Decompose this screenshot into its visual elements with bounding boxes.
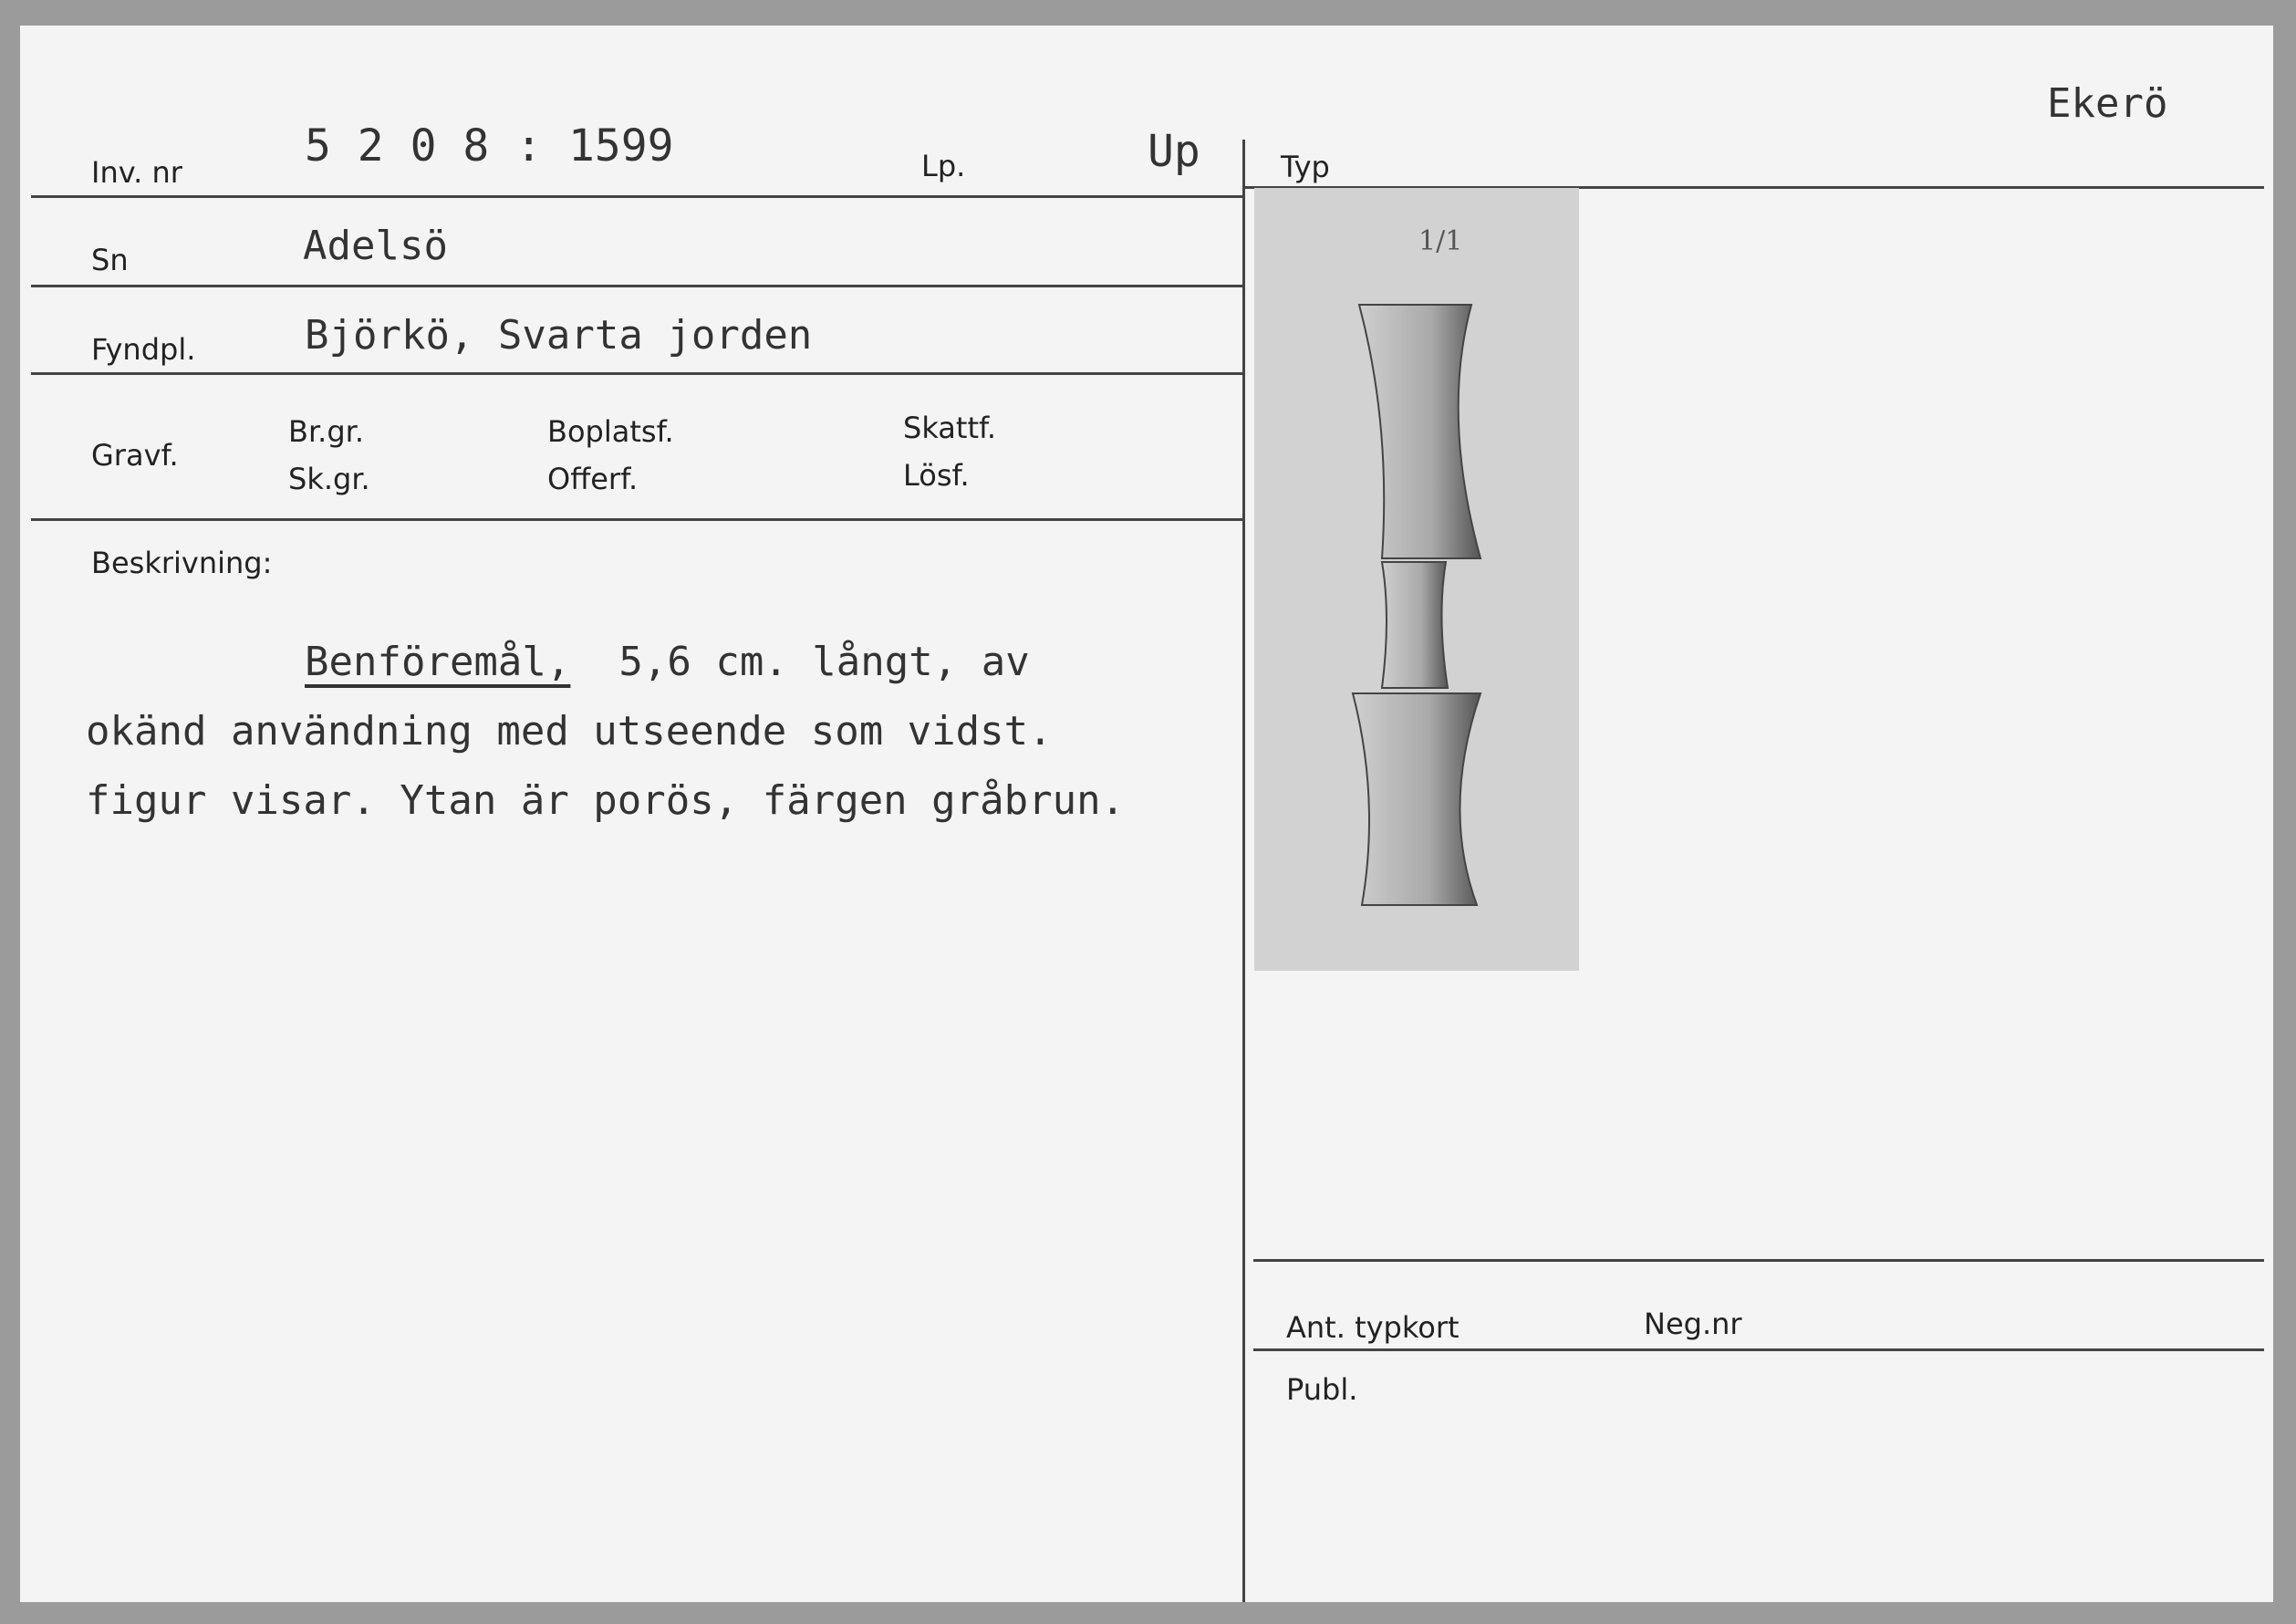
fyndpl-label: Fyndpl. (91, 332, 196, 367)
vertical-divider (1242, 140, 1245, 1602)
region-value: Ekerö (2047, 80, 2168, 127)
typ-label: Typ (1281, 150, 1330, 184)
description-line3: figur visar. Ytan är porös, färgen gråbrun. (86, 777, 1126, 824)
segment-bottom (1353, 693, 1480, 905)
description-line2: okänd användning med utseende som vidst. (86, 708, 1053, 755)
negnr-label: Neg.nr (1644, 1306, 1742, 1341)
brgr-label: Br.gr. (288, 414, 365, 449)
province-value: Up (1148, 126, 1200, 177)
description-text (86, 628, 1125, 836)
boplatsf-label: Boplatsf. (547, 414, 674, 449)
rule-sn (31, 285, 1244, 287)
scale-annotation: 1/1 (1418, 225, 1463, 257)
description-line1-rest: 5,6 cm. långt, av (570, 639, 1030, 685)
segment-top (1359, 305, 1480, 558)
sn-value: Adelsö (303, 223, 448, 269)
gravf-label: Gravf. (91, 438, 179, 473)
skattf-label: Skattf. (903, 411, 997, 445)
ant-typkort-label: Ant. typkort (1286, 1310, 1460, 1345)
artifact-drawing (1254, 188, 1579, 971)
offerf-label: Offerf. (547, 462, 639, 496)
lp-label: Lp. (921, 149, 966, 183)
skgr-label: Sk.gr. (288, 462, 370, 496)
beskrivning-label: Beskrivning: (91, 546, 273, 580)
rule-ant-typkort (1253, 1348, 2264, 1351)
publ-label: Publ. (1286, 1372, 1358, 1407)
segment-middle (1382, 562, 1448, 688)
rule-inv (31, 195, 1244, 198)
inv-nr-label: Inv. nr (91, 155, 182, 190)
rule-typ-bottom (1253, 1259, 2264, 1262)
inv-nr-value: 5 2 0 8 : 1599 (305, 120, 674, 172)
bone-object-illustration (1254, 188, 1579, 971)
description-title-word: Benföremål, (305, 639, 571, 685)
fyndpl-value: Björkö, Svarta jorden (305, 312, 813, 359)
catalog-card (20, 26, 2273, 1602)
rule-fyndpl (31, 372, 1244, 375)
losf-label: Lösf. (903, 458, 970, 493)
rule-gravf (31, 518, 1244, 521)
sn-label: Sn (91, 243, 129, 277)
